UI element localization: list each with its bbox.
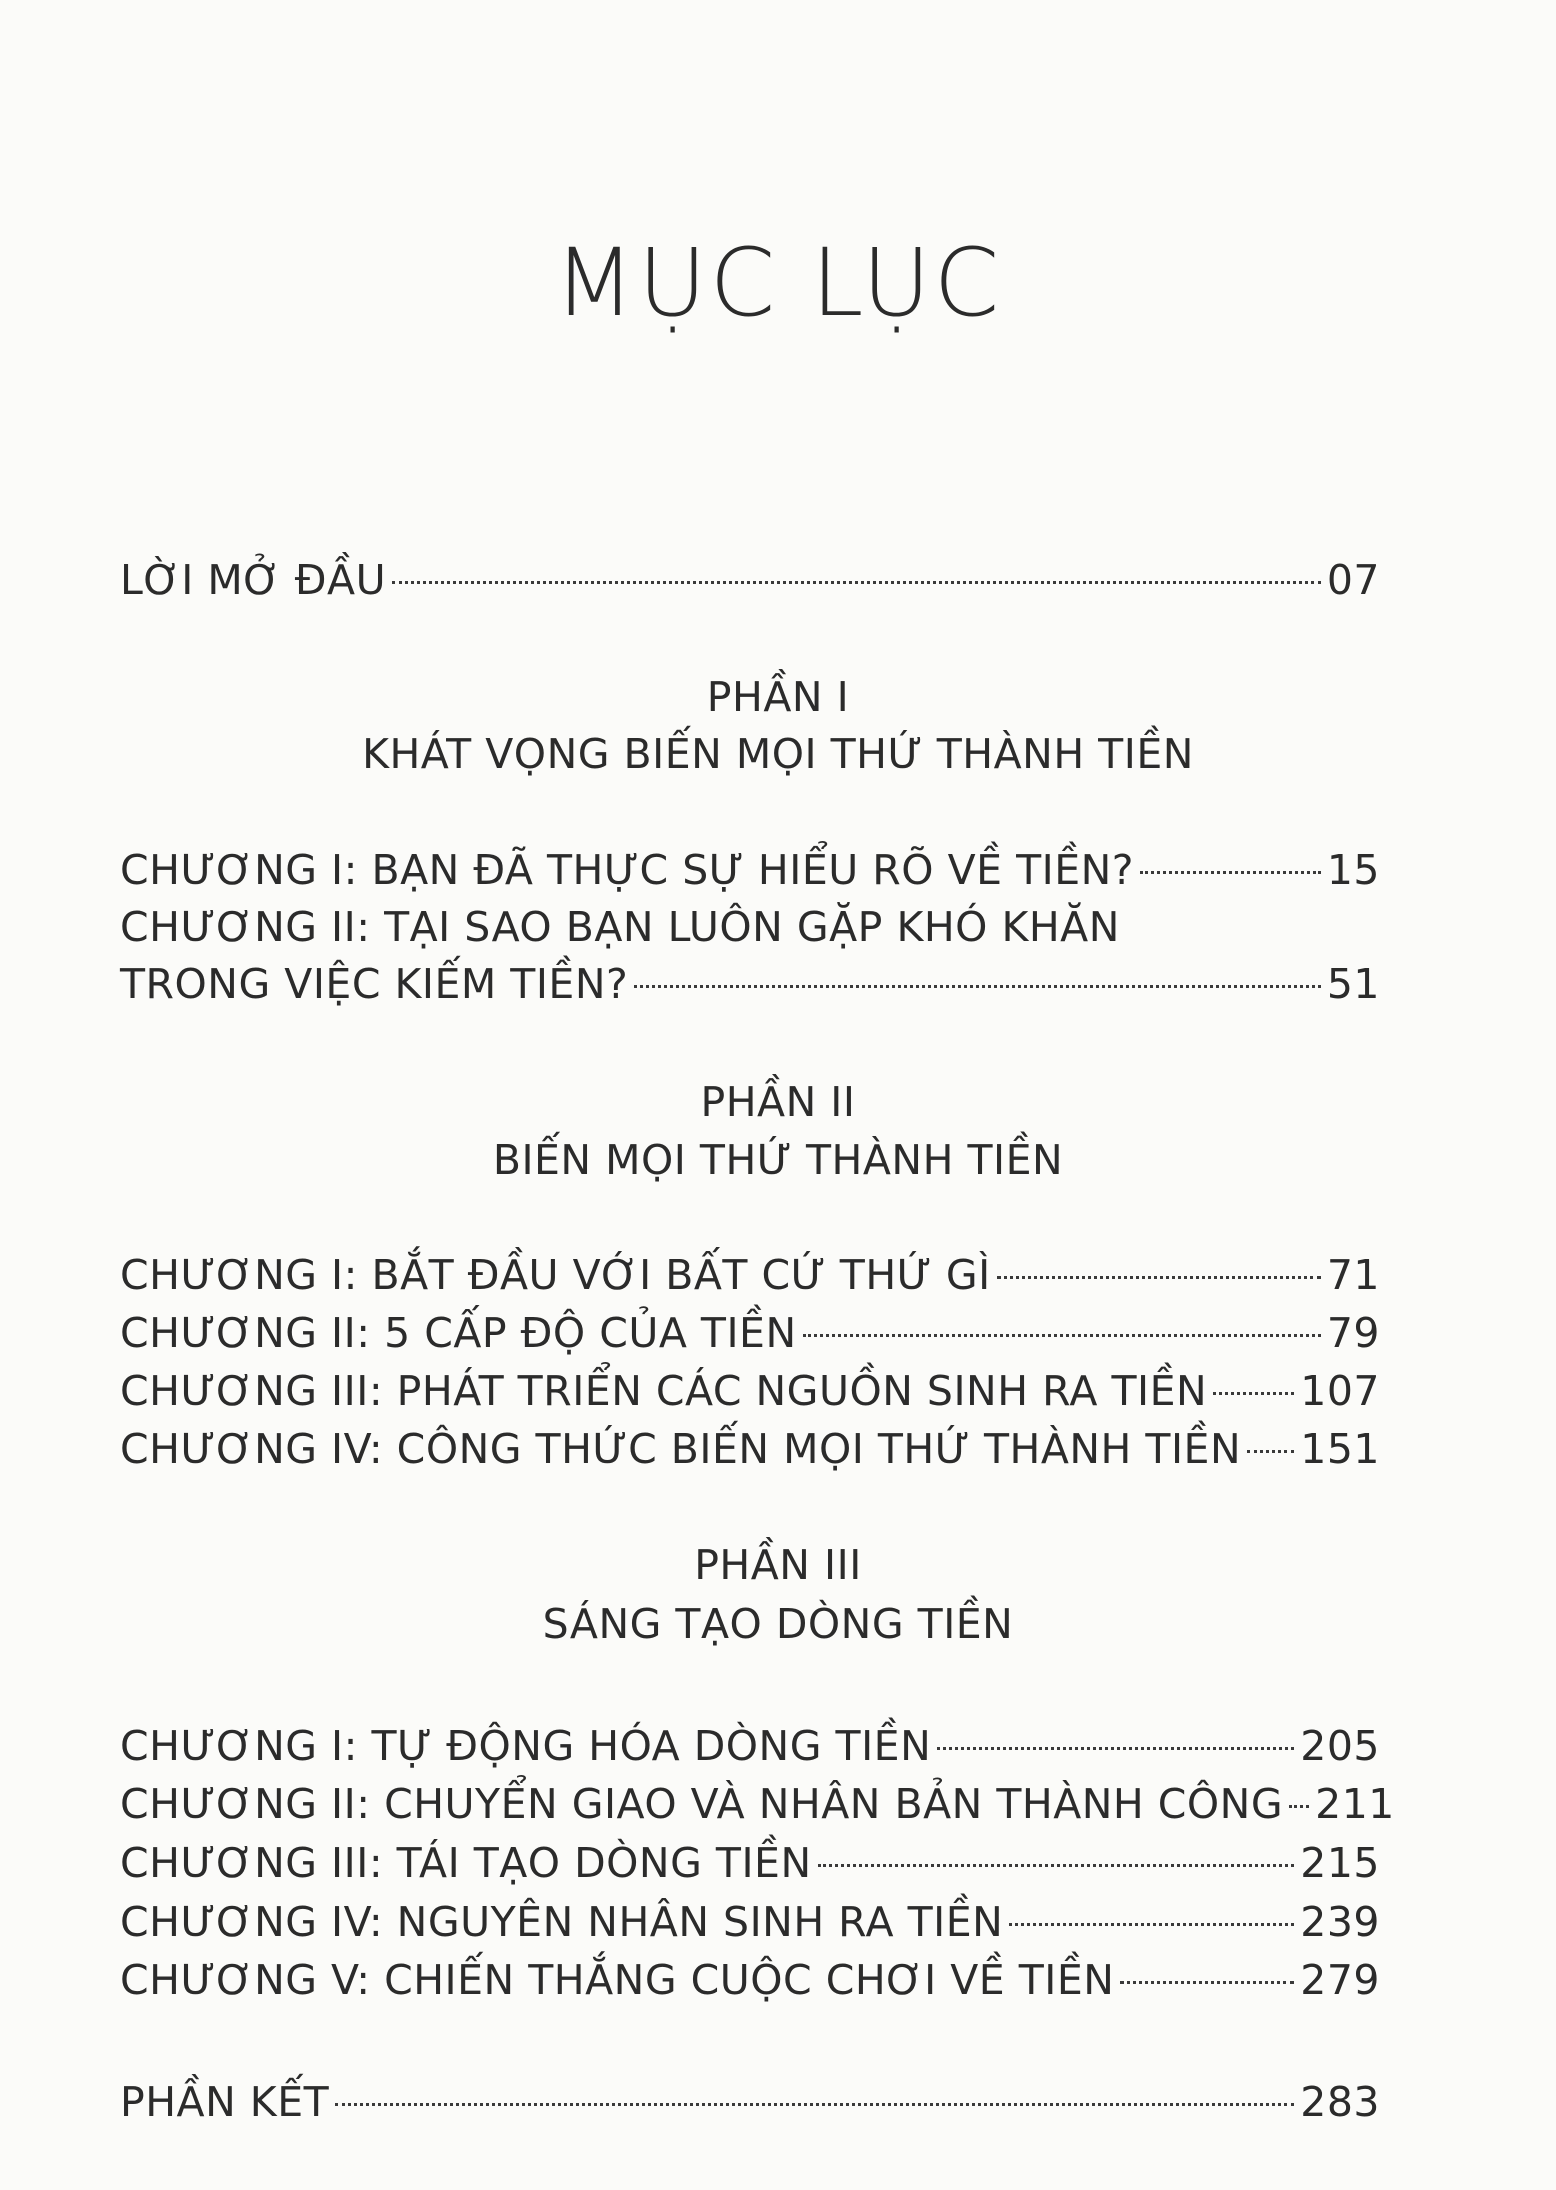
dot-leader	[1289, 1805, 1309, 1808]
dot-leader	[997, 1276, 1321, 1279]
toc-entry-label: CHƯƠNG II: CHUYỂN GIAO VÀ NHÂN BẢN THÀNH CÔNG	[120, 1780, 1284, 1828]
toc-entry-label: CHƯƠNG III: PHÁT TRIỂN CÁC NGUỒN SINH RA TIỀN	[120, 1367, 1208, 1415]
toc-page-number: 107	[1300, 1367, 1380, 1415]
dot-leader	[634, 985, 1321, 988]
toc-entry-chapter[interactable]	[120, 1831, 1380, 1895]
part-subtitle: BIẾN MỌI THỨ THÀNH TIỀN	[492, 1136, 1064, 1184]
toc-entry-label: TRONG VIỆC KIẾM TIỀN?	[120, 960, 629, 1008]
toc-entry-chapter[interactable]	[120, 1772, 1395, 1836]
toc-entry-chapter[interactable]	[120, 952, 1380, 1016]
toc-entry-intro[interactable]	[120, 548, 1380, 612]
dot-leader	[803, 1334, 1321, 1337]
dot-leader	[1009, 1923, 1294, 1926]
toc-page-number: 215	[1300, 1839, 1380, 1887]
toc-entry-label: CHƯƠNG IV: NGUYÊN NHÂN SINH RA TIỀN	[120, 1898, 1004, 1946]
toc-page-number: 283	[1300, 2078, 1380, 2126]
dot-leader	[937, 1747, 1294, 1750]
part-heading: PHẦN I	[706, 673, 850, 721]
toc-page-number: 211	[1315, 1780, 1395, 1828]
toc-entry-label: PHẦN KẾT	[120, 2078, 330, 2126]
toc-entry-chapter[interactable]	[120, 1890, 1380, 1954]
toc-entry-chapter[interactable]	[120, 838, 1380, 902]
toc-page-number: 279	[1300, 1956, 1380, 2004]
part-subtitle: KHÁT VỌNG BIẾN MỌI THỨ THÀNH TIỀN	[362, 730, 1194, 778]
toc-entry-label: CHƯƠNG II: 5 CẤP ĐỘ CỦA TIỀN	[120, 1309, 797, 1357]
toc-entry-chapter[interactable]	[120, 1359, 1380, 1423]
part-heading: PHẦN III	[694, 1541, 862, 1589]
toc-entry-label: CHƯƠNG V: CHIẾN THẮNG CUỘC CHƠI VỀ TIỀN	[120, 1956, 1115, 2004]
toc-entry-chapter[interactable]	[120, 1301, 1380, 1365]
toc-entry-label-line1[interactable]: CHƯƠNG II: TẠI SAO BẠN LUÔN GẶP KHÓ KHĂN	[120, 903, 1120, 951]
dot-leader	[1140, 871, 1321, 874]
toc-entry-chapter[interactable]	[120, 1243, 1380, 1307]
dot-leader	[818, 1864, 1295, 1867]
toc-entry-label: CHƯƠNG I: BẠN ĐÃ THỰC SỰ HIỂU RÕ VỀ TIỀN?	[120, 846, 1135, 894]
toc-page-number: 15	[1326, 846, 1380, 894]
toc-entry-label: CHƯƠNG I: BẮT ĐẦU VỚI BẤT CỨ THỨ GÌ	[120, 1251, 991, 1299]
dot-leader	[1247, 1450, 1294, 1453]
toc-entry-label: CHƯƠNG III: TÁI TẠO DÒNG TIỀN	[120, 1839, 812, 1887]
part-subtitle: SÁNG TẠO DÒNG TIỀN	[542, 1600, 1014, 1648]
toc-entry-label: CHƯƠNG I: TỰ ĐỘNG HÓA DÒNG TIỀN	[120, 1722, 932, 1770]
toc-page-number: 151	[1300, 1425, 1380, 1473]
toc-page-number: 71	[1326, 1251, 1380, 1299]
toc-entry-chapter[interactable]	[120, 1948, 1380, 2012]
toc-entry-chapter[interactable]	[120, 1714, 1380, 1778]
toc-entry-label: LỜI MỞ ĐẦU	[120, 556, 387, 604]
dot-leader	[392, 581, 1321, 584]
toc-page-number: 239	[1300, 1898, 1380, 1946]
toc-entry-chapter[interactable]	[120, 1417, 1380, 1481]
toc-page-number: 51	[1326, 960, 1380, 1008]
dot-leader	[1120, 1981, 1294, 1984]
dot-leader	[1213, 1392, 1294, 1395]
toc-entry-ending[interactable]	[120, 2070, 1380, 2134]
toc-page-number: 79	[1326, 1309, 1380, 1357]
toc-page-number: 07	[1326, 556, 1380, 604]
dot-leader	[335, 2103, 1294, 2106]
toc-entry-label: CHƯƠNG IV: CÔNG THỨC BIẾN MỌI THỨ THÀNH TIỀN	[120, 1425, 1242, 1473]
part-heading: PHẦN II	[700, 1078, 856, 1126]
toc-page-number: 205	[1300, 1722, 1380, 1770]
page-title: MỤC LỤC	[553, 229, 1003, 338]
